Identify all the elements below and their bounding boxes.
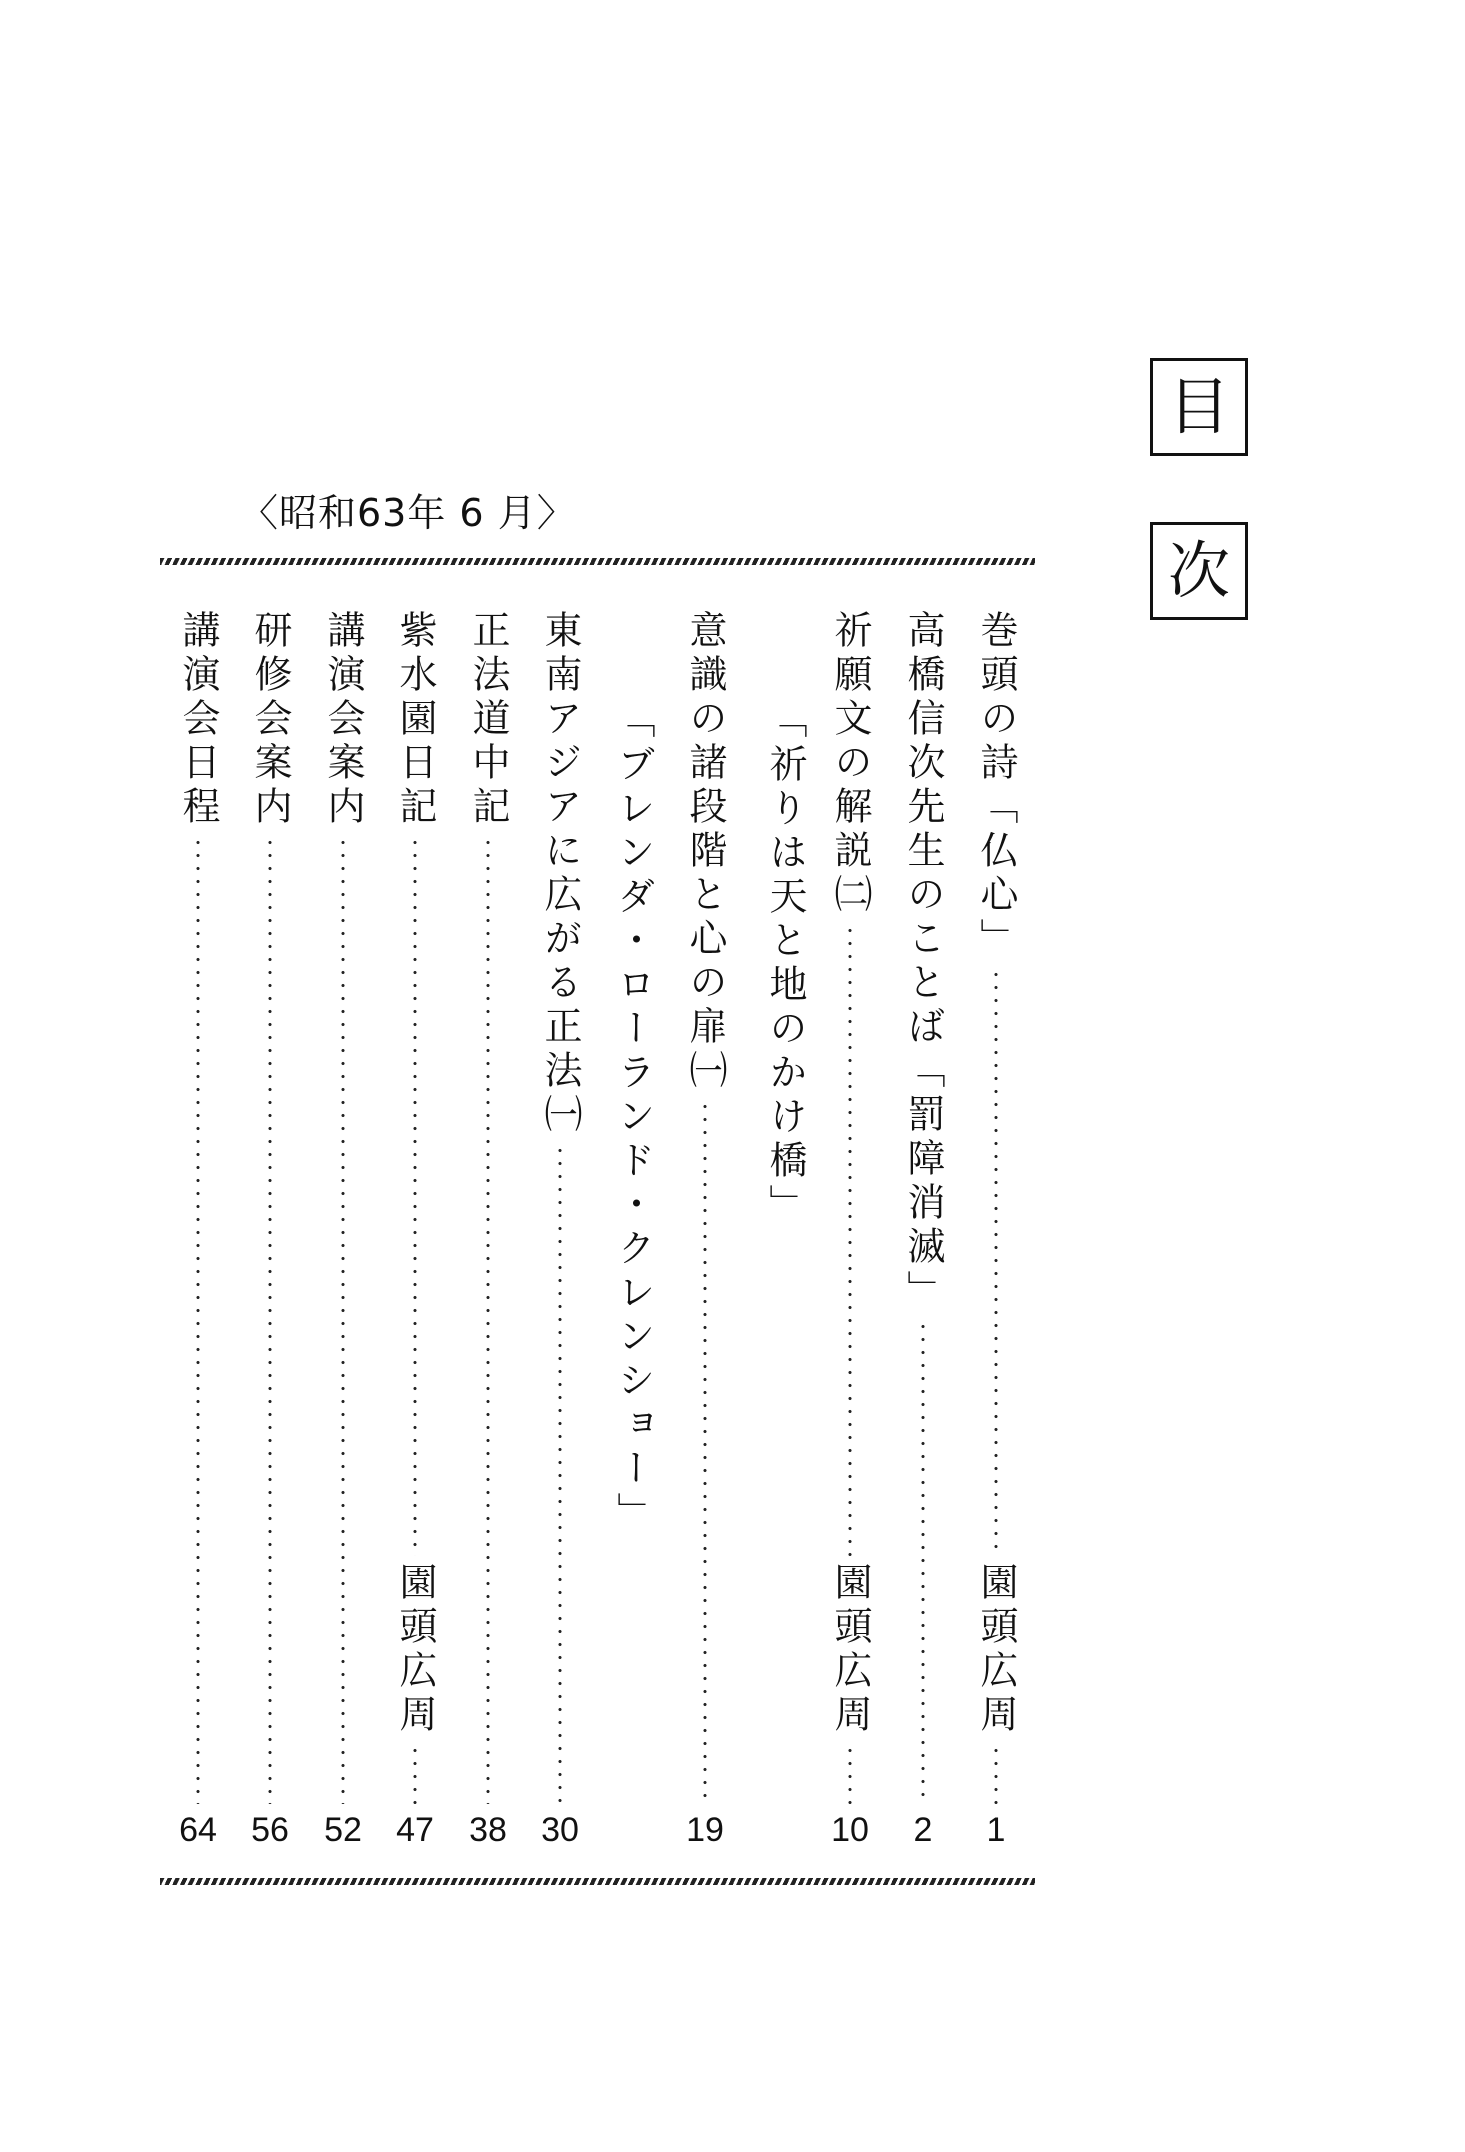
entry-page: 10 bbox=[831, 1811, 869, 1849]
dot-leader bbox=[921, 1320, 925, 1804]
toc-entry[interactable] bbox=[247, 610, 293, 1850]
entry-page: 56 bbox=[251, 1811, 289, 1849]
issue-date: 〈昭和63年 6 月〉 bbox=[240, 491, 576, 535]
dot-leader bbox=[994, 968, 998, 1556]
toc-entry[interactable] bbox=[682, 610, 728, 1850]
entry-author: 園頭広周 bbox=[393, 1562, 437, 1738]
entry-subtitle: 「ブレンダ・ローランド・クレンショー」 bbox=[611, 700, 655, 1536]
entry-title: 講演会日程 bbox=[176, 610, 220, 830]
entry-author: 園頭広周 bbox=[828, 1562, 872, 1738]
dot-leader bbox=[413, 1744, 417, 1804]
entry-title: 東南アジアに広がる正法㈠ bbox=[538, 610, 582, 1138]
entry-title: 巻頭の詩「仏心」 bbox=[974, 610, 1018, 962]
entry-title: 講演会案内 bbox=[321, 610, 365, 830]
heading-char-1: 目 bbox=[1167, 370, 1230, 443]
toc-entry[interactable] bbox=[392, 610, 438, 1850]
dot-leader bbox=[703, 1100, 707, 1804]
entry-title: 祈願文の解説㈡ bbox=[828, 610, 872, 918]
dot-leader bbox=[558, 1144, 562, 1804]
entry-page: 38 bbox=[469, 1811, 507, 1849]
dot-leader bbox=[413, 836, 417, 1556]
dot-leader bbox=[196, 836, 200, 1804]
toc-entry[interactable] bbox=[465, 610, 511, 1850]
dot-leader bbox=[268, 836, 272, 1804]
dot-leader bbox=[848, 924, 852, 1556]
heading-box-1 bbox=[1150, 358, 1248, 456]
dot-leader bbox=[848, 1744, 852, 1804]
dot-leader bbox=[486, 836, 490, 1804]
entry-subtitle: 「祈りは天と地のかけ橋」 bbox=[763, 700, 807, 1228]
toc-entry[interactable] bbox=[537, 610, 583, 1850]
entry-title: 意識の諸段階と心の扉㈠ bbox=[683, 610, 727, 1094]
entry-title: 紫水園日記 bbox=[393, 610, 437, 830]
entry-page: 47 bbox=[396, 1811, 434, 1849]
entry-page: 64 bbox=[179, 1811, 217, 1849]
entry-page: 19 bbox=[686, 1811, 724, 1849]
top-divider bbox=[160, 558, 1035, 565]
entry-author: 園頭広周 bbox=[974, 1562, 1018, 1738]
dot-leader bbox=[994, 1744, 998, 1804]
entry-title: 高橋信次先生のことば「罰障消滅」 bbox=[901, 610, 945, 1314]
entry-page: 30 bbox=[541, 1811, 579, 1849]
toc-entry[interactable] bbox=[320, 610, 366, 1850]
dot-leader bbox=[341, 836, 345, 1804]
bottom-divider bbox=[160, 1878, 1035, 1885]
toc-entry[interactable] bbox=[827, 610, 873, 1850]
entry-title: 正法道中記 bbox=[466, 610, 510, 830]
entry-page: 52 bbox=[324, 1811, 362, 1849]
heading-box-2 bbox=[1150, 522, 1248, 620]
toc-entry[interactable] bbox=[175, 610, 221, 1850]
entry-page: 1 bbox=[986, 1811, 1006, 1849]
heading-char-2: 次 bbox=[1167, 534, 1230, 607]
entry-title: 研修会案内 bbox=[248, 610, 292, 830]
entry-page: 2 bbox=[913, 1811, 933, 1849]
toc-entry[interactable] bbox=[900, 610, 946, 1850]
toc-entry[interactable] bbox=[973, 610, 1019, 1850]
